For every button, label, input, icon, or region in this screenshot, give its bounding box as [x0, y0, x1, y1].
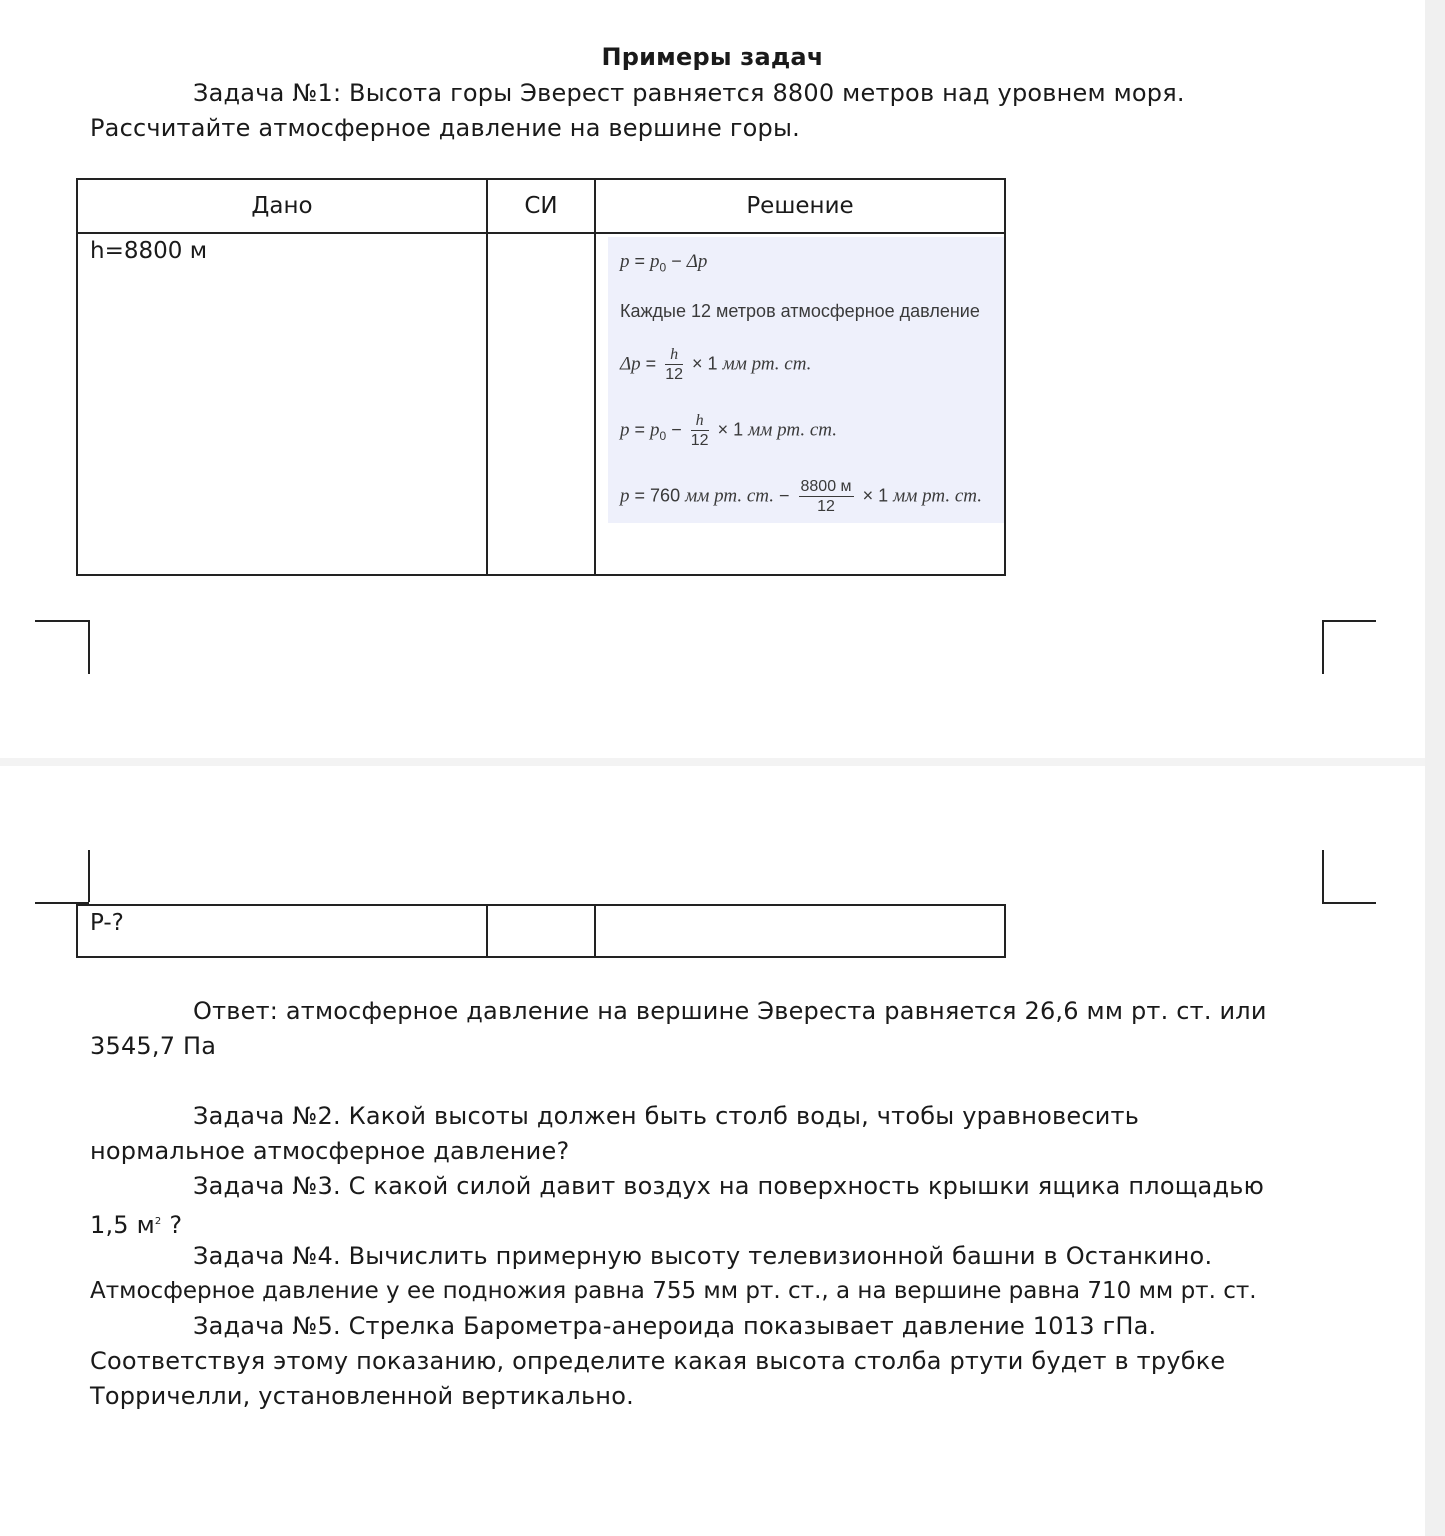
si-cell [487, 905, 595, 957]
task5-line1: Задача №5. Стрелка Барометра-анероида показывает давление 1013 гПа. [193, 1312, 1157, 1340]
viewer-edge [1425, 0, 1445, 1536]
formula-note: Каждые 12 метров атмосферное давление [620, 301, 980, 321]
formula-4: p = 760 мм рт. ст. − $\frac{8800 м}{12}$ × 1 мм рт. ст. [620, 478, 982, 515]
crop-mark [1322, 850, 1324, 902]
task2-line2: нормальное атмосферное давление? [90, 1137, 570, 1165]
header-given: Дано [77, 179, 487, 233]
si-cell [487, 233, 595, 575]
task3-line2: 1,5 $м^2$ ? [90, 1211, 183, 1239]
crop-mark [1322, 620, 1376, 622]
problem-table [76, 178, 1006, 576]
formula-3: $p = p_0$ − $\frac{h}{12}$ × 1 мм рт. ст. [620, 412, 837, 449]
task1-line1: Задача №1: Высота горы Эверест равняется 8800 метров над уровнем моря. [193, 79, 1185, 107]
crop-mark [1322, 620, 1324, 674]
task3-line1: Задача №3. С какой силой давит воздух на поверхность крышки ящика площадью [193, 1172, 1264, 1200]
task5-line3: Торричелли, установленной вертикально. [90, 1382, 634, 1410]
crop-mark [88, 850, 90, 902]
formula-1: $p = p_0 - \Delta p$ [620, 251, 708, 275]
given-height: h=8800 м [90, 238, 208, 264]
task1-line2: Рассчитайте атмосферное давление на вершине горы. [90, 114, 800, 142]
header-si: СИ [487, 179, 595, 233]
header-solution: Решение [595, 179, 1005, 233]
solution-cell [595, 905, 1005, 957]
crop-mark [1322, 902, 1376, 904]
solution-image [608, 237, 1004, 523]
given-cell [77, 905, 487, 957]
document-page-2 [0, 766, 1425, 1536]
crop-mark [88, 620, 90, 674]
task4-line1: Задача №4. Вычислить примерную высоту телевизионной башни в Останкино. [193, 1242, 1213, 1270]
answer-line1: Ответ: атмосферное давление на вершине Эвереста равняется 26,6 мм рт. ст. или [193, 997, 1267, 1025]
document-page-1 [0, 0, 1425, 758]
answer-line2: 3545,7 Па [90, 1032, 217, 1060]
solution-cell [595, 233, 1005, 575]
formula-2: Δp = $\frac{h}{12}$ × 1 мм рт. ст. [620, 346, 812, 383]
task5-line2: Соответствуя этому показанию, определите какая высота столба ртути будет в трубке [90, 1347, 1226, 1375]
task4-line2: Атмосферное давление у ее подножия равна 755 мм рт. ст., а на вершине равна 710 мм рт. ст. [90, 1278, 1257, 1304]
task2-line1: Задача №2. Какой высоты должен быть столб воды, чтобы уравновесить [193, 1102, 1140, 1130]
page-heading: Примеры задач [601, 43, 824, 71]
given-unknown: P-? [90, 910, 124, 936]
problem-table-continued [76, 904, 1006, 958]
given-cell [77, 233, 487, 575]
crop-mark [35, 620, 89, 622]
